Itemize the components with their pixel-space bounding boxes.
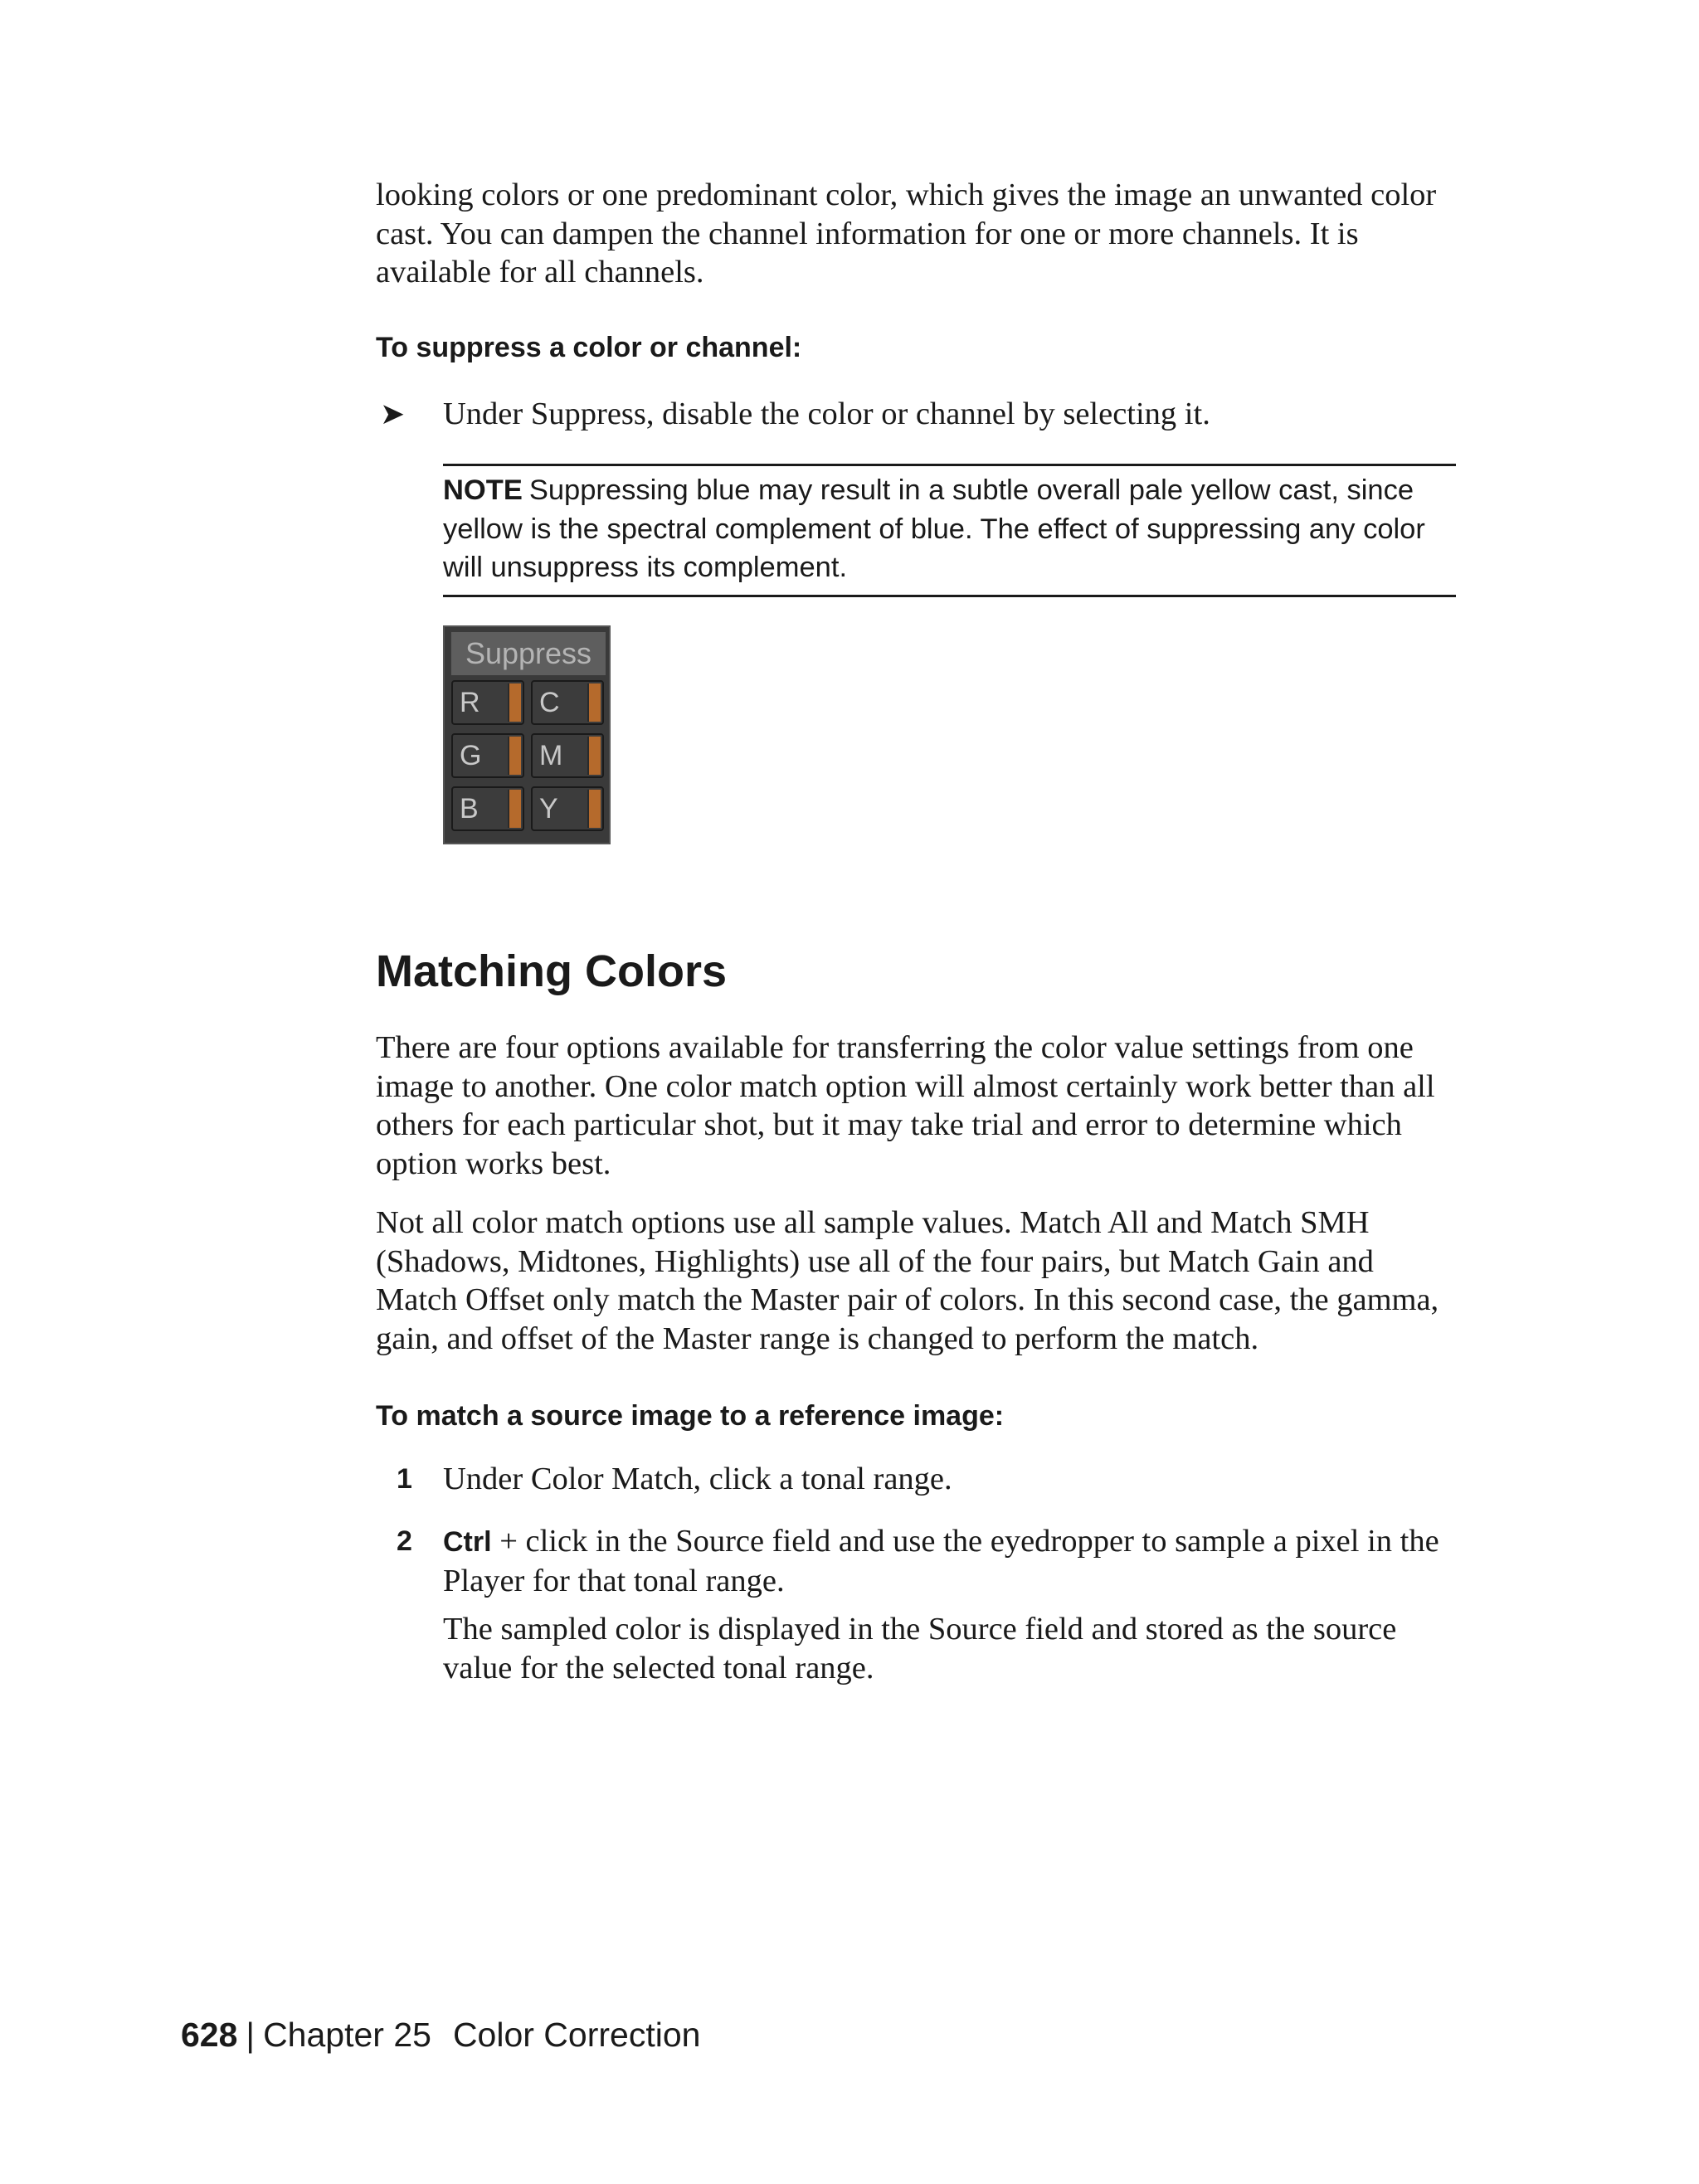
step-number: 1	[397, 1463, 412, 1495]
suppress-y-label: Y	[539, 793, 558, 824]
toggle-tab-icon	[587, 737, 601, 775]
page-number: 628	[181, 2016, 238, 2054]
matching-colors-heading: Matching Colors	[376, 946, 728, 996]
suppress-c-label: C	[539, 687, 560, 718]
matching-paragraph-2: Not all color match options use all sample values. Match All and Match SMH (Shadows, Midtones, Highlights) use all of the four pairs, but Match Gain and Match Offset only match the Master pair of colors. In this second case, the gamma, gain, and offset of the Master range is changed to perform the match.	[376, 1205, 1439, 1356]
note-text: Suppressing blue may result in a subtle overall pale yellow cast, since yellow is the spectral complement of blue. The effect of suppressing any color will unsuppress its complement.	[443, 474, 1425, 583]
note-block	[443, 471, 1459, 587]
suppress-y-button[interactable]	[531, 786, 604, 831]
step-number: 2	[397, 1525, 412, 1557]
chapter-label: Chapter 25	[263, 2016, 431, 2054]
toggle-tab-icon	[587, 683, 601, 722]
match-procedure-heading: To match a source image to a reference image:	[376, 1400, 1005, 1432]
suppress-b-label: B	[460, 793, 479, 824]
suppress-b-button[interactable]	[451, 786, 524, 831]
suppress-m-button[interactable]	[531, 733, 604, 778]
suppress-procedure-heading: To suppress a color or channel:	[376, 332, 802, 363]
suppress-g-label: G	[460, 740, 482, 771]
note-bottom-rule	[443, 595, 1456, 597]
toggle-tab-icon	[508, 683, 521, 722]
step-2-result: The sampled color is displayed in the Source field and stored as the source value for the selected tonal range.	[443, 1612, 1397, 1685]
chapter-title: Color Correction	[452, 2016, 701, 2054]
suppress-panel-screenshot	[443, 625, 611, 844]
matching-paragraph-1: There are four options available for transferring the color value settings from one image to another. One color match option will almost certainly work better than all others for each particular shot, but it may take trial and error to determine which option works best.	[376, 1030, 1435, 1181]
suppress-r-button[interactable]	[451, 680, 524, 725]
toggle-tab-icon	[508, 790, 521, 828]
ctrl-key-label: Ctrl	[443, 1526, 492, 1558]
suppress-step-text: Under Suppress, disable the color or channel by selecting it.	[443, 396, 1210, 431]
suppress-c-button[interactable]	[531, 680, 604, 725]
step-2-instruction: + click in the Source field and use the eyedropper to sample a pixel in the Player for that tonal range.	[443, 1524, 1439, 1598]
step-2-text	[443, 1522, 1463, 1600]
toggle-tab-icon	[587, 790, 601, 828]
suppress-m-label: M	[539, 740, 563, 771]
suppress-panel-title: Suppress	[451, 632, 606, 675]
note-top-rule	[443, 464, 1456, 466]
suppress-g-button[interactable]	[451, 733, 524, 778]
bullet-arrow-icon: ➤	[380, 397, 406, 430]
suppress-r-label: R	[460, 687, 480, 718]
toggle-tab-icon	[508, 737, 521, 775]
page-footer	[181, 2016, 700, 2055]
footer-separator: |	[246, 2016, 256, 2054]
note-label: NOTE	[443, 474, 523, 506]
intro-paragraph: looking colors or one predominant color, which gives the image an unwanted color cast. You can dampen the channel information for one or more channels. It is available for all channels.	[376, 178, 1437, 289]
step-1-text: Under Color Match, click a tonal range.	[443, 1462, 952, 1496]
